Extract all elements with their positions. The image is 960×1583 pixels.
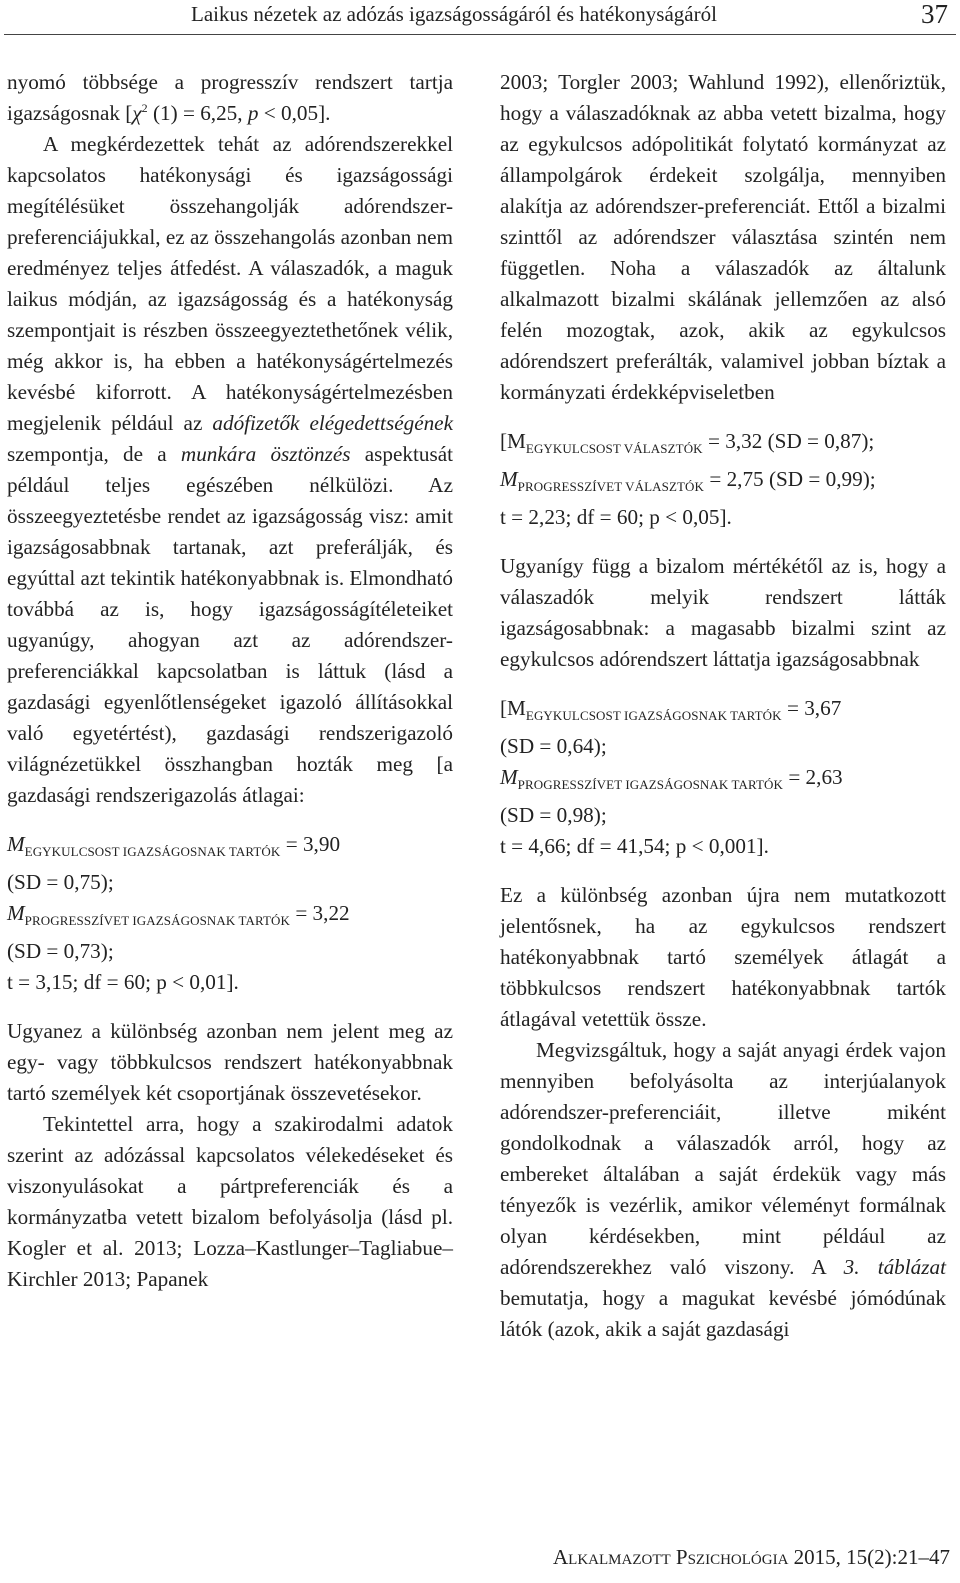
paragraph: Tekintettel arra, hogy a szakirodalmi adatok szerint az adózással kapcsolatos vélekedéseket és viszonyulásokat a pártpreferenciák és a kormányzatba vetett bizalom befolyásolja (lásd pl. Kogler et al. 2013; Lozza–Kastlunger–Tagliabue–Kirchler 2013; Papanek xyxy=(7,1112,453,1291)
paragraph: nyomó többsége a progresszív rendszert tartja igazságosnak [$\chi^2$ (1) = 6,25, p < 0,05]. xyxy=(7,70,453,125)
left-column xyxy=(7,67,453,1295)
running-header xyxy=(4,0,956,35)
paragraph: Ugyanígy függ a bizalom mértékétől az is, hogy a válaszadók melyik rendszert látták igazságosabbnak: a magasabb bizalmi szint az egykulcsos adórendszert láttatja igazságosabbnak xyxy=(500,554,946,671)
paragraph: A megkérdezettek tehát az adórendszerekkel kapcsolatos hatékonysági és igazságossági megítélésüket összehangolják adórendszer-preferenciájukkal, ez az összehangolás azonban nem eredményez teljes átfedést. A válaszadók, a maguk laikus módján, az igazságosság és a hatékonyság szempontjait is részben összeegyeztethetőnek vélik, még akkor is, ha ebben a hatékonyságértelmezés kevésbé kiforrott. A hatékonyságértelmezésben megjelenik például az adófizetők elégedettségének szempontja, de a munkára ösztönzés aspektusát például teljes egészében nélkülözi. Az összeegyeztetésbe rendet az igazságosság visz: amit igazságosabbnak tartanak, azt preferálják, és egyúttal azt tekintik hatékonyabbnak is. Elmondható továbbá az is, hogy igazságosságítéleteiket ugyanúgy, ahogyan azt az adórendszer-preferenciákkal kapcsolatban is láttuk (lásd a gazdasági egyenlőtlenségeket igazoló állításokkal való egyetértést), gazdasági rendszerigazoló világnézetükkel összhangban hozták meg [a gazdasági rendszerigazolás átlagai: xyxy=(7,132,454,807)
journal-footer: ALKALMAZOTT PSZICHOLÓGIA 2015, 15(2):21–47 xyxy=(553,1545,950,1569)
statistics-block: [$M_{EGYKULCSOST IGAZSÁGOSNAK TARTÓK} = 3,67$ (SD = 0,64); $M_{PROGRESSZÍVET IGAZSÁGOSNAK TARTÓK} = 2,63$ (SD = 0,98); t = 4,66; df = 41,54; p < 0,001]. xyxy=(500,696,843,858)
statistics-block: [$M_{EGYKULCSOST VÁLASZTÓK} = 3,32$ (SD = 0,87); $M_{PROGRESSZÍVET VÁLASZTÓK} = 2,75$ (SD = 0,99); t = 2,23; df = 60; p < 0,05]. xyxy=(500,429,876,529)
running-title: Laikus nézetek az adózás igazságosságáról és hatékonyságáról xyxy=(191,2,717,26)
paragraph: Ez a különbség azonban újra nem mutatkozott jelentősnek, ha az egykulcsos rendszert hatékonyabbnak tartó személyek átlagát a többkulcsos rendszert hatékonyabbnak tartók átlagával vetettük össze. xyxy=(500,883,946,1031)
paragraph: Ugyanez a különbség azonban nem jelent meg az egy- vagy többkulcsos rendszert hatékonyabbnak tartó személyek két csoportjának összevetésekor. xyxy=(7,1019,453,1105)
page-number: 37 xyxy=(921,0,948,29)
paragraph: 2003; Torgler 2003; Wahlund 1992), ellenőriztük, hogy a válaszadóknak az abba vetett bizalma, hogy az egykulcsos adópolitikát folytató kormányzat az állampolgárok érdekeit szolgálja, mennyiben alakítja az adórendszer-preferenciát. Ettől a bizalmi szinttől az adórendszer választása szintén nem független. Noha a válaszadók az általunk alkalmazott bizalmi skálának jellemzően az alsó felén mozogtak, azok, akik az egykulcsos adórendszert preferálták, valamivel jobban bíztak a kormányzati érdekképviseletben xyxy=(500,70,946,404)
statistics-block: $M_{EGYKULCSOST IGAZSÁGOSNAK TARTÓK} = 3,90$ (SD = 0,75); $M_{PROGRESSZÍVET IGAZSÁGOSNAK TARTÓK} = 3,22$ (SD = 0,73); t = 3,15; df = 60; p < 0,01]. xyxy=(7,832,350,994)
paragraph: Megvizsgáltuk, hogy a saját anyagi érdek vajon mennyiben befolyásolta az interjúalanyok adórendszer-preferenciáit, illetve miként gondolkodnak a válaszadók arról, hogy az embereket általában a saját érdekük vagy más tényezők is vezérlik, amikor véleményt formálnak olyan kérdésekben, mint például az adórendszerekhez való viszony. A 3. táblázat bemutatja, hogy a magukat kevésbé jómódúnak látók (azok, akik a saját gazdasági xyxy=(500,1038,946,1341)
right-column xyxy=(500,67,946,1345)
